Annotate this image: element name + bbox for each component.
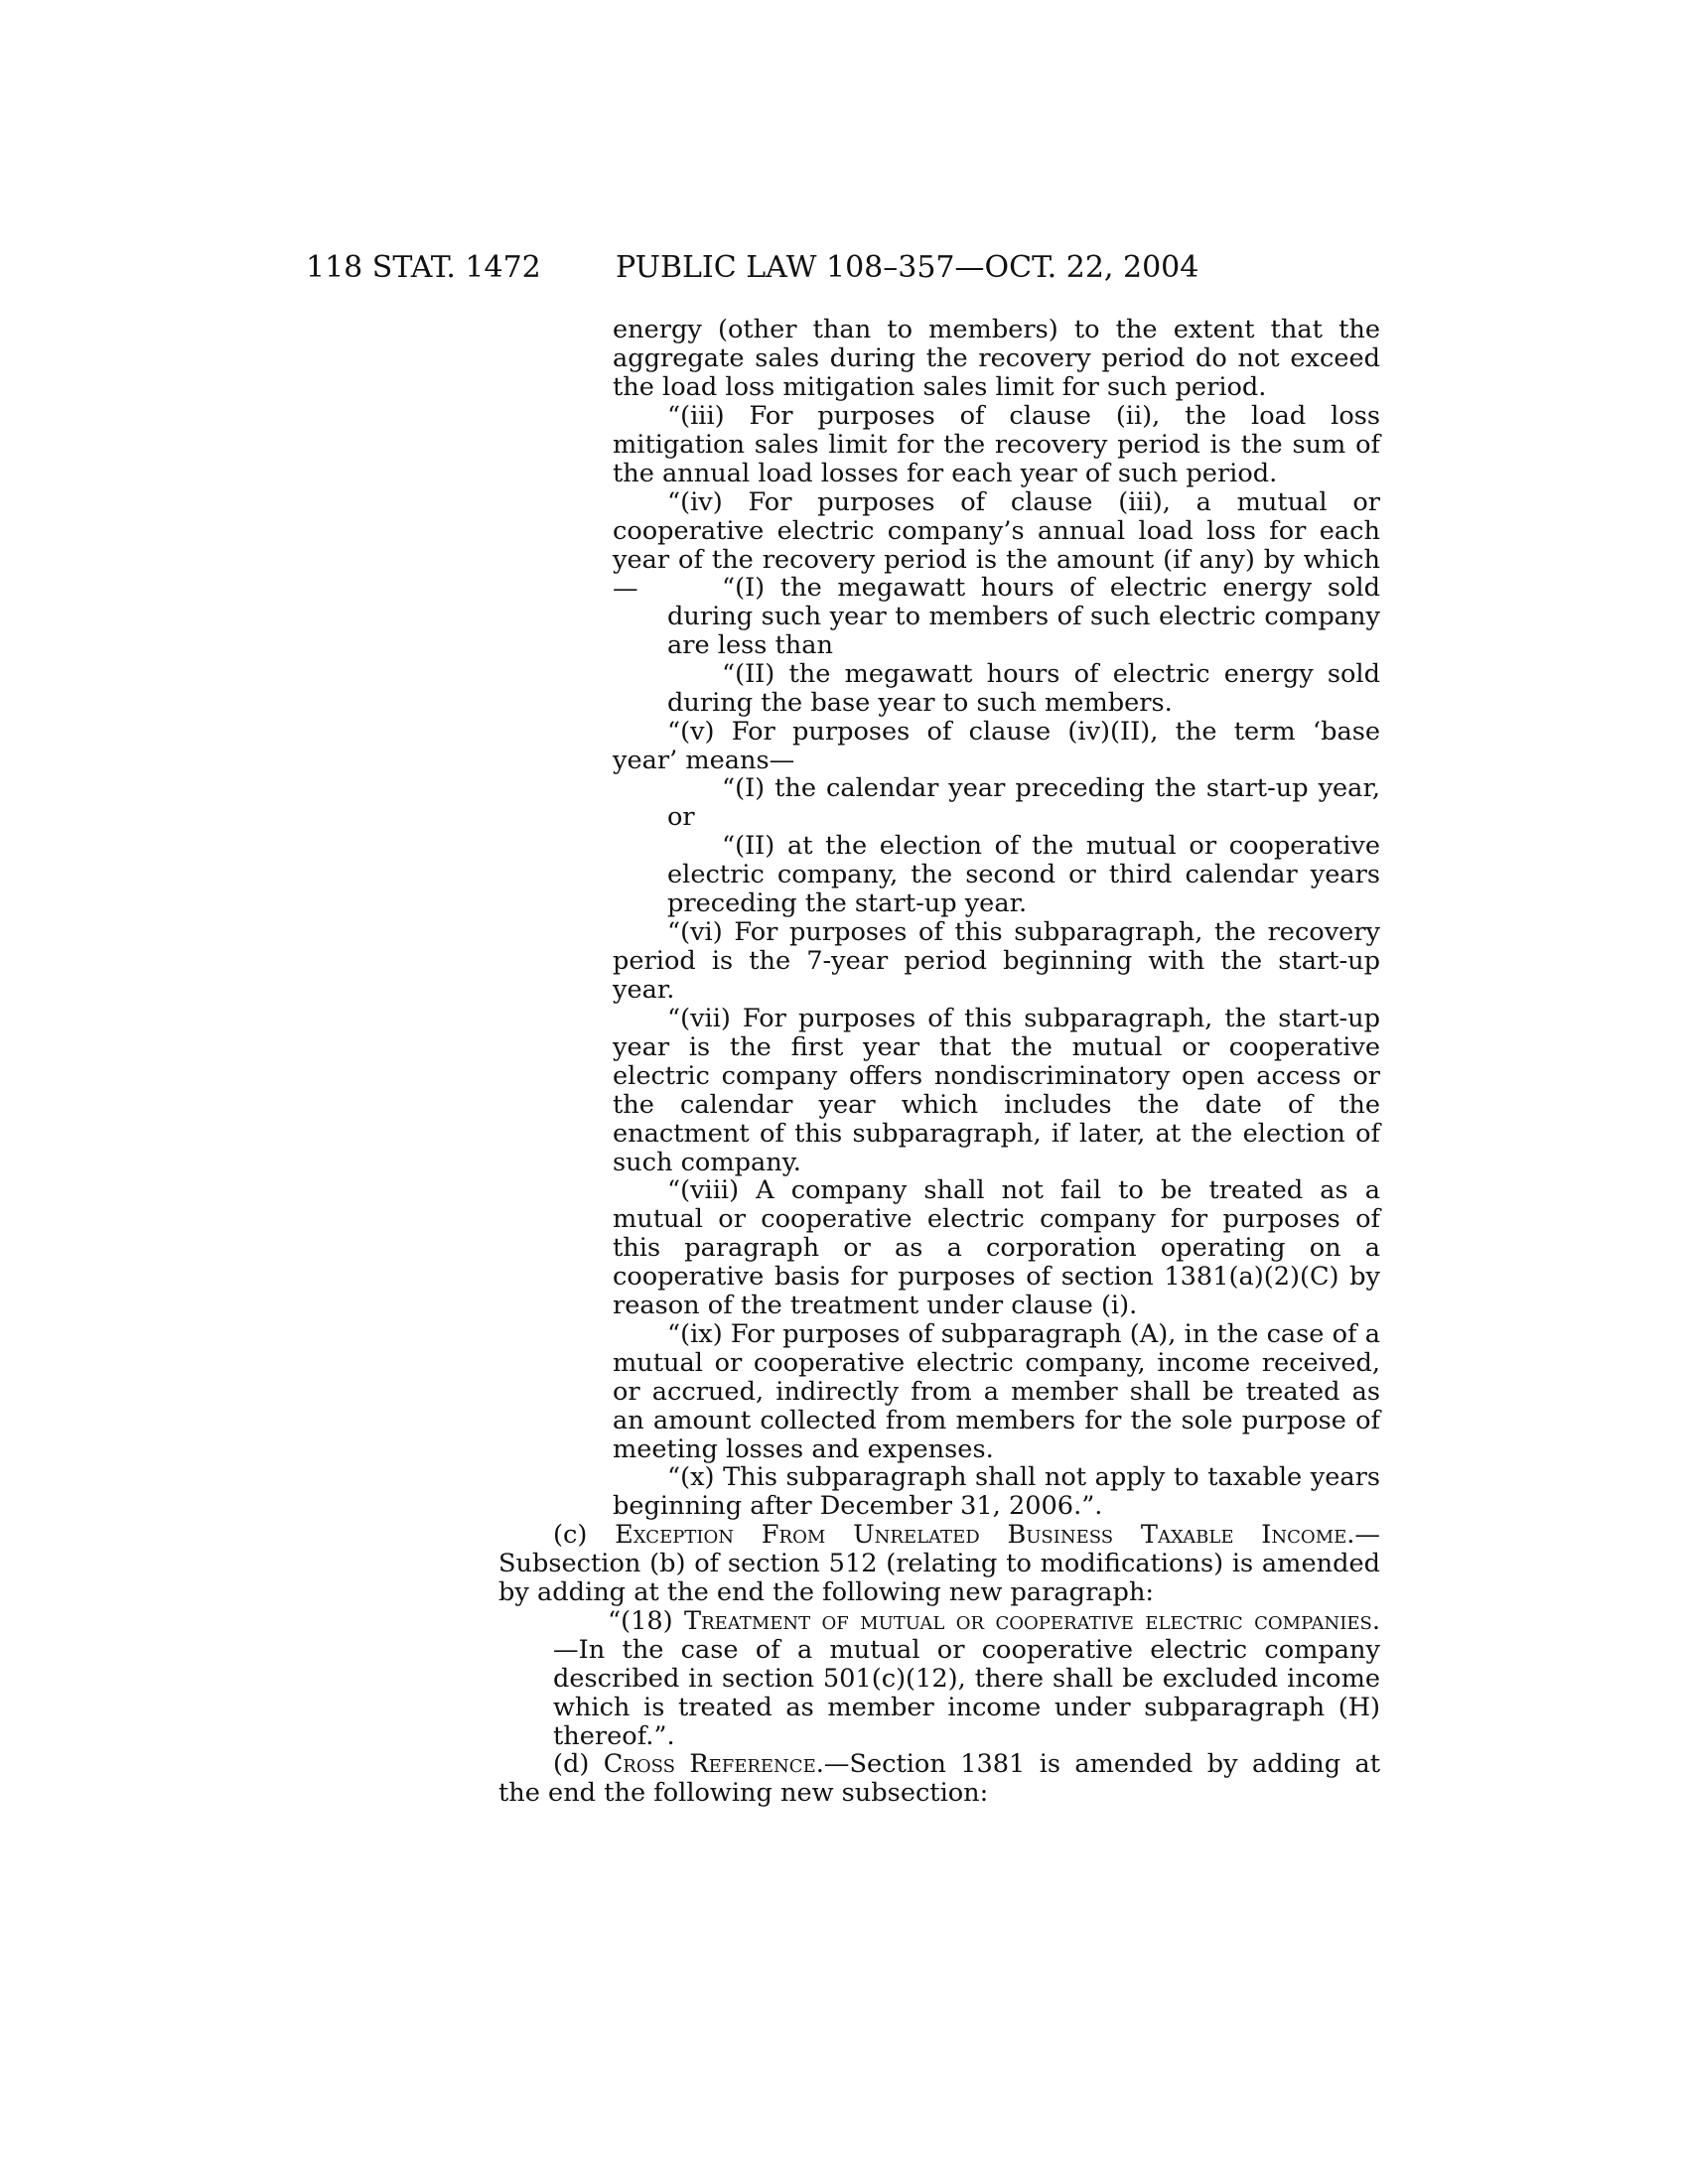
clause-viii: “(viii) A company shall not fail to be treated as a mutual or cooperative electric company for purposes of this paragraph or as a corporation operating on a cooperative basis for purposes of section 1381(a)(2)(C) by reason of the treatment under clause (i). bbox=[613, 1175, 1380, 1320]
subclause-iv-II: “(II) the megawatt hours of electric energy sold during the base year to such members. bbox=[667, 659, 1380, 718]
paragraph-18-text: —In the case of a mutual or cooperative electric company described in section 501(c)(12), there shall be excluded income which is treated as member income under subparagraph (H) thereof.”. bbox=[553, 1634, 1380, 1751]
subsection-c bbox=[498, 1521, 1380, 1607]
paragraph-18-label: “(18) bbox=[608, 1606, 685, 1636]
clause-x: “(x) This subparagraph shall not apply to taxable years beginning after December 31, 2006.”. bbox=[613, 1462, 1380, 1521]
stat-citation: 118 STAT. 1472 bbox=[306, 250, 541, 285]
clause-vii: “(vii) For purposes of this subparagraph, the start-up year is the first year that the mutual or cooperative electric company offers nondiscriminatory open access or the calendar year which includes the date of the enactment of this subparagraph, if later, at the election of such company. bbox=[613, 1004, 1380, 1177]
clause-ix: “(ix) For purposes of subparagraph (A), in the case of a mutual or cooperative electric company, income received, or accrued, indirectly from a member shall be treated as an amount collected from members for the sole purpose of meeting losses and expenses. bbox=[613, 1319, 1380, 1464]
clause-iii: “(iii) For purposes of clause (ii), the load loss mitigation sales limit for the recovery period is the sum of the annual load losses for each year of such period. bbox=[613, 401, 1380, 488]
clause-vi: “(vi) For purposes of this subparagraph, the recovery period is the 7-year period beginning with the start-up year. bbox=[613, 917, 1380, 1005]
paragraph-18 bbox=[553, 1607, 1380, 1751]
clause-v: “(v) For purposes of clause (iv)(II), the term ‘base year’ means— bbox=[613, 717, 1380, 775]
paragraph-continuation: energy (other than to members) to the extent that the aggregate sales during the recovery period do not exceed the load loss mitigation sales limit for such period. bbox=[613, 315, 1380, 402]
subclause-v-II: “(II) at the election of the mutual or cooperative electric company, the second or third calendar years preceding the start-up year. bbox=[667, 831, 1380, 918]
paragraph-18-heading: Treatment of mutual or cooperative electric companies. bbox=[684, 1606, 1380, 1636]
subclause-iv-I: “(I) the megawatt hours of electric energy sold during such year to members of such electric company are less than bbox=[667, 573, 1380, 660]
subsection-d-heading: Cross Reference. bbox=[603, 1749, 824, 1779]
subsection-d bbox=[498, 1750, 1380, 1808]
subsection-c-text: —Subsection (b) of section 512 (relating to modifications) is amended by adding at the end the following new paragraph: bbox=[498, 1520, 1380, 1607]
subclause-v-I: “(I) the calendar year preceding the start-up year, or bbox=[667, 773, 1380, 832]
subsection-c-heading: Exception From Unrelated Business Taxable Income. bbox=[615, 1520, 1355, 1550]
subsection-d-text: —Section 1381 is amended by adding at the end the following new subsection: bbox=[498, 1749, 1380, 1808]
subsection-c-label: (c) bbox=[553, 1520, 616, 1550]
clause-iv: “(iv) For purposes of clause (iii), a mutual or cooperative electric company’s annual load loss for each year of the recovery period is the amount (if any) by which— bbox=[613, 487, 1380, 604]
running-head-title: PUBLIC LAW 108–357—OCT. 22, 2004 bbox=[616, 250, 1199, 285]
subsection-d-label: (d) bbox=[553, 1749, 604, 1779]
